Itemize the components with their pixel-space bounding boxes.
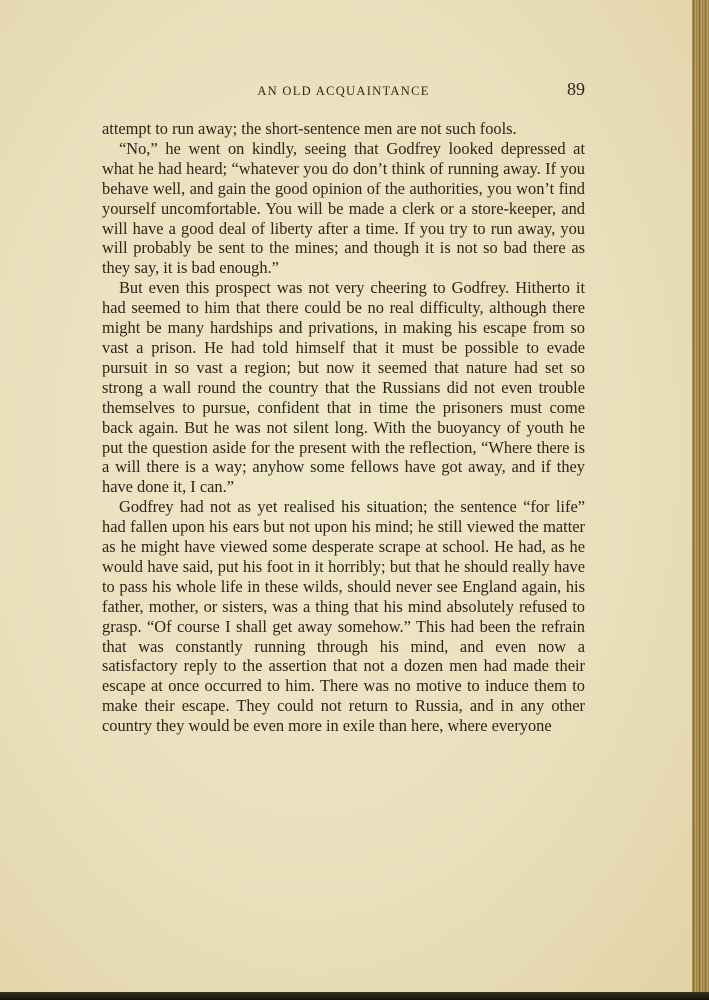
body-text — [102, 119, 585, 736]
page-bottom-shadow — [0, 992, 709, 1000]
paragraph-1: attempt to run away; the short-sentence men are not such fools. — [102, 119, 517, 138]
page-number: 89 — [567, 79, 585, 99]
paragraph-2: “No,” he went on kindly, seeing that Godfrey looked depressed at what he had heard; “whatever you do don’t think of running away. If you behave well, and gain the good opinion of the authorities, you won’t find yourself uncomfortable. You will be made a clerk or a store-keeper, and will have a good deal of liberty after a time. If you try to run away, you will probably be sent to the mines; and though it is not so bad there as they say, it is bad enough.” — [102, 138, 585, 278]
page-header — [102, 80, 585, 104]
page-edges — [692, 0, 709, 1000]
paragraph-4: Godfrey had not as yet realised his situation; the sentence “for life” had fallen upon his ears but not upon his mind; he still viewed the matter as he might have viewed some desperate scrape at school. He had, as he would have said, put his foot in it horribly; but that he should really have to pass his whole life in these wilds, should never see England again, his father, mother, or sisters, was a thing that his mind absolutely refused to grasp. “Of course I shall get away somehow.” This had been the refrain that was constantly running through his mind, and even now a satisfactory reply to the assertion that not a dozen men had made their escape at once occurred to him. There was no motive to induce them to make their escape. They could not return to Russia, and in any other country they would be even more in exile than here, where everyone — [102, 497, 585, 736]
paragraph-3: But even this prospect was not very cheering to Godfrey. Hitherto it had seemed to him that there could be no real difficulty, although there might be many hardships and privations, in making his escape from so vast a prison. He had told himself that it must be possible to evade pursuit in so vast a region; but now it seemed that nature had set so strong a wall round the country that the Russians did not even trouble themselves to pursue, confident that in time the prisoners must come back again. But he was not silent long. With the buoyancy of youth he put the question aside for the present with the reflection, “Where there is a will there is a way; anyhow some fellows have got away, and if they have done it, I can.” — [102, 278, 585, 497]
running-title: AN OLD ACQUAINTANCE — [257, 84, 430, 98]
